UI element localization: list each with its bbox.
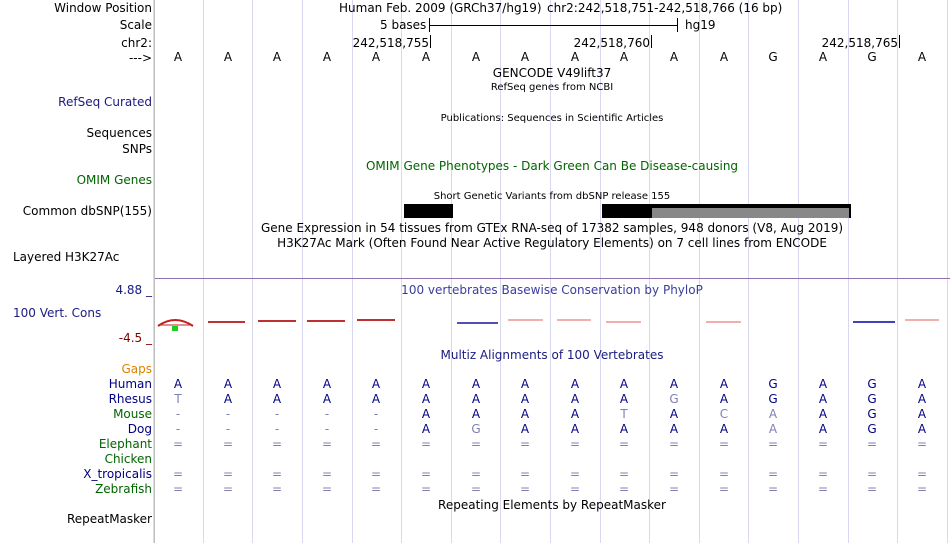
- alignment-base: G: [471, 422, 481, 436]
- assembly-name: Human Feb. 2009 (GRCh37/hg19): [339, 1, 542, 15]
- refseq-title: RefSeq genes from NCBI: [490, 82, 614, 93]
- alignment-base: A: [917, 392, 927, 406]
- gaps-label[interactable]: Gaps: [121, 362, 152, 376]
- alignment-base: A: [669, 377, 679, 391]
- scale-span: 5 bases: [380, 18, 427, 32]
- alignment-base: =: [470, 437, 482, 451]
- reference-base: A: [719, 50, 729, 64]
- alignment-base: A: [619, 392, 629, 406]
- reference-base: A: [570, 50, 580, 64]
- alignment-base: =: [767, 437, 779, 451]
- alignment-base: T: [620, 407, 628, 421]
- coord-3: 242,518,765: [821, 36, 898, 50]
- reference-base: A: [173, 50, 183, 64]
- alignment-base: =: [668, 437, 680, 451]
- refseq-label[interactable]: RefSeq Curated: [58, 95, 152, 109]
- alignment-base: =: [370, 467, 382, 481]
- alignment-base: A: [818, 422, 828, 436]
- species-label-mouse[interactable]: Mouse: [113, 407, 152, 421]
- alignment-base: =: [370, 437, 382, 451]
- reference-base: A: [421, 50, 431, 64]
- alignment-base: =: [916, 437, 928, 451]
- alignment-base: =: [569, 467, 581, 481]
- alignment-base: A: [719, 377, 729, 391]
- alignment-base: A: [173, 377, 183, 391]
- alignment-base: =: [420, 482, 432, 496]
- species-label-x_tropicalis[interactable]: X_tropicalis: [83, 467, 152, 481]
- alignment-base: A: [818, 407, 828, 421]
- alignment-base: G: [867, 392, 877, 406]
- alignment-base: =: [519, 437, 531, 451]
- alignment-base: =: [370, 482, 382, 496]
- alignment-base: =: [470, 482, 482, 496]
- alignment-base: A: [719, 422, 729, 436]
- sequences-label[interactable]: Sequences: [86, 126, 152, 140]
- alignment-base: A: [768, 407, 778, 421]
- alignment-base: A: [520, 422, 530, 436]
- reference-base: A: [223, 50, 233, 64]
- alignment-base: -: [274, 422, 280, 436]
- alignment-base: =: [569, 482, 581, 496]
- alignment-base: =: [767, 482, 779, 496]
- alignment-base: A: [917, 422, 927, 436]
- alignment-base: =: [866, 482, 878, 496]
- reference-base: G: [768, 50, 778, 64]
- alignment-base: =: [718, 467, 730, 481]
- alignment-base: A: [322, 377, 332, 391]
- alignment-base: =: [271, 467, 283, 481]
- alignment-base: =: [866, 437, 878, 451]
- alignment-base: A: [520, 407, 530, 421]
- species-label-chicken[interactable]: Chicken: [104, 452, 152, 466]
- alignment-base: A: [818, 392, 828, 406]
- alignment-base: A: [471, 392, 481, 406]
- alignment-base: -: [175, 422, 181, 436]
- coord-2: 242,518,760: [573, 36, 650, 50]
- alignment-base: A: [570, 407, 580, 421]
- alignment-base: =: [222, 467, 234, 481]
- alignment-base: T: [174, 392, 182, 406]
- alignment-base: A: [768, 422, 778, 436]
- reference-base: A: [471, 50, 481, 64]
- cons-label[interactable]: 100 Vert. Cons: [13, 306, 102, 320]
- alignment-base: A: [421, 422, 431, 436]
- alignment-base: =: [470, 467, 482, 481]
- alignment-base: A: [421, 407, 431, 421]
- alignment-base: A: [371, 392, 381, 406]
- cons-max: 4.88 _: [115, 283, 152, 297]
- alignment-base: =: [668, 482, 680, 496]
- alignment-base: A: [421, 392, 431, 406]
- coord-1: 242,518,755: [352, 36, 429, 50]
- alignment-base: -: [175, 407, 181, 421]
- reference-base: A: [917, 50, 927, 64]
- reference-base: A: [272, 50, 282, 64]
- alignment-base: =: [618, 437, 630, 451]
- alignment-base: A: [520, 392, 530, 406]
- omim-title: OMIM Gene Phenotypes - Dark Green Can Be Disease-causing: [365, 159, 739, 173]
- alignment-base: =: [767, 467, 779, 481]
- species-label-dog[interactable]: Dog: [127, 422, 152, 436]
- alignment-base: =: [618, 467, 630, 481]
- alignment-base: =: [718, 482, 730, 496]
- alignment-base: A: [570, 422, 580, 436]
- alignment-base: A: [669, 407, 679, 421]
- reference-base: A: [520, 50, 530, 64]
- alignment-base: A: [421, 377, 431, 391]
- chrom-label[interactable]: chr2:: [121, 36, 152, 50]
- alignment-base: A: [471, 407, 481, 421]
- alignment-base: -: [324, 407, 330, 421]
- alignment-base: =: [618, 482, 630, 496]
- alignment-base: =: [866, 467, 878, 481]
- window-range: chr2:242,518,751-242,518,766 (16 bp): [547, 1, 783, 15]
- snps-label[interactable]: SNPs: [122, 142, 152, 156]
- multiz-title: Multiz Alignments of 100 Vertebrates: [440, 348, 664, 362]
- dbsnp-title: Short Genetic Variants from dbSNP release 155: [433, 191, 671, 202]
- species-label-elephant[interactable]: Elephant: [98, 437, 152, 451]
- alignment-base: -: [225, 407, 231, 421]
- alignment-base: A: [719, 392, 729, 406]
- alignment-base: =: [817, 437, 829, 451]
- alignment-base: =: [271, 437, 283, 451]
- alignment-base: =: [172, 467, 184, 481]
- alignment-base: -: [225, 422, 231, 436]
- alignment-base: =: [519, 482, 531, 496]
- alignment-base: G: [867, 407, 877, 421]
- alignment-base: =: [916, 467, 928, 481]
- alignment-base: A: [669, 422, 679, 436]
- strand-label[interactable]: --->: [128, 51, 152, 65]
- alignment-base: =: [519, 467, 531, 481]
- alignment-base: A: [471, 377, 481, 391]
- alignment-base: -: [274, 407, 280, 421]
- alignment-base: -: [373, 407, 379, 421]
- alignment-base: C: [719, 407, 729, 421]
- alignment-base: =: [916, 482, 928, 496]
- alignment-base: A: [272, 392, 282, 406]
- scale-db: hg19: [685, 18, 716, 32]
- repeat-title: Repeating Elements by RepeatMasker: [438, 498, 666, 512]
- dbsnp-label[interactable]: Common dbSNP(155): [22, 204, 152, 218]
- alignment-base: G: [669, 392, 679, 406]
- window-position-label[interactable]: Window Position: [54, 1, 152, 15]
- gencode-title: GENCODE V49lift37: [492, 66, 612, 80]
- h3k27-title: H3K27Ac Mark (Often Found Near Active Regulatory Elements) on 7 cell lines from ENCODE: [277, 236, 827, 250]
- alignment-base: A: [917, 377, 927, 391]
- alignment-base: -: [324, 422, 330, 436]
- alignment-base: =: [321, 437, 333, 451]
- h3k27-label[interactable]: Layered H3K27Ac: [13, 250, 120, 264]
- alignment-base: A: [570, 392, 580, 406]
- alignment-base: =: [817, 482, 829, 496]
- alignment-base: =: [172, 482, 184, 496]
- alignment-base: =: [668, 467, 680, 481]
- omim-label[interactable]: OMIM Genes: [76, 173, 152, 187]
- alignment-base: A: [223, 392, 233, 406]
- reference-base: A: [371, 50, 381, 64]
- alignment-base: =: [718, 437, 730, 451]
- alignment-base: =: [222, 482, 234, 496]
- repeat-label[interactable]: RepeatMasker: [66, 512, 152, 526]
- alignment-base: =: [321, 482, 333, 496]
- alignment-base: =: [222, 437, 234, 451]
- cons-title: 100 vertebrates Basewise Conservation by PhyloP: [401, 283, 703, 297]
- species-label-human[interactable]: Human: [108, 377, 152, 391]
- alignment-base: =: [817, 467, 829, 481]
- alignment-base: A: [570, 377, 580, 391]
- alignment-base: A: [223, 377, 233, 391]
- species-label-zebrafish[interactable]: Zebrafish: [95, 482, 152, 496]
- alignment-base: A: [619, 377, 629, 391]
- alignment-base: =: [321, 467, 333, 481]
- cons-min: -4.5 _: [118, 331, 152, 345]
- pubs-title: Publications: Sequences in Scientific Articles: [440, 113, 664, 124]
- alignment-base: G: [867, 377, 877, 391]
- alignment-base: =: [569, 437, 581, 451]
- reference-base: A: [322, 50, 332, 64]
- alignment-base: -: [373, 422, 379, 436]
- alignment-base: =: [271, 482, 283, 496]
- reference-base: G: [867, 50, 877, 64]
- alignment-base: =: [420, 467, 432, 481]
- alignment-base: A: [272, 377, 282, 391]
- alignment-base: G: [768, 377, 778, 391]
- alignment-base: A: [520, 377, 530, 391]
- alignment-base: A: [917, 407, 927, 421]
- reference-base: A: [619, 50, 629, 64]
- alignment-base: A: [818, 377, 828, 391]
- alignment-base: A: [371, 377, 381, 391]
- gtex-title: Gene Expression in 54 tissues from GTEx RNA-seq of 17382 samples, 948 donors (V8, Aug 2019): [260, 221, 844, 235]
- reference-base: A: [818, 50, 828, 64]
- alignment-base: G: [867, 422, 877, 436]
- reference-base: A: [669, 50, 679, 64]
- alignment-base: A: [322, 392, 332, 406]
- alignment-base: =: [172, 437, 184, 451]
- alignment-base: A: [619, 422, 629, 436]
- alignment-base: G: [768, 392, 778, 406]
- species-label-rhesus[interactable]: Rhesus: [108, 392, 152, 406]
- scale-label[interactable]: Scale: [119, 18, 152, 32]
- alignment-base: =: [420, 437, 432, 451]
